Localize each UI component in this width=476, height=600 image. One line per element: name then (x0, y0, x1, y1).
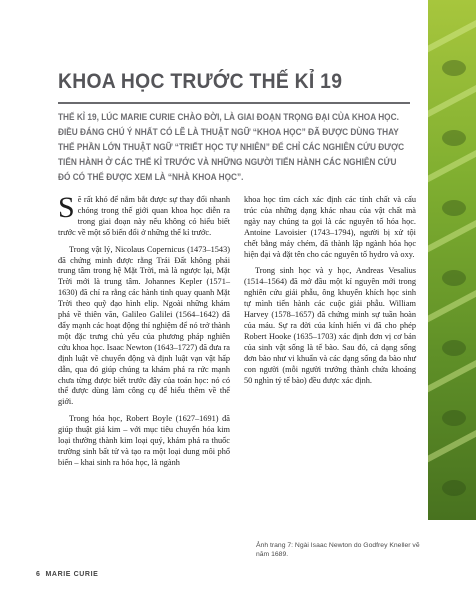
decorative-side-image (428, 0, 476, 520)
column-left (58, 191, 230, 475)
intro-paragraph: THẾ KỈ 19, LÚC MARIE CURIE CHÀO ĐỜI, LÀ GIAI ĐOẠN TRỌNG ĐẠI CỦA KHOA HỌC. ĐIỀU ĐÁNG CHÚ Ý NHẤT CÓ LẼ LÀ THUẬT NGỮ “KHOA HỌC” ĐÃ ĐƯỢC DÙNG THAY THẾ PHẦN LỚN THUẬT NGỮ “TRIẾT HỌC TỰ NHIÊN” ĐỂ CHỈ CÁC NGHIÊN CỨU ĐƯỢC TIẾN HÀNH Ở CÁC THẾ KỈ TRƯỚC VÀ NHỮNG NGƯỜI TIẾN HÀNH CÁC NGHIÊN CỨU ĐÓ CÓ THỂ ĐƯỢC XEM LÀ “NHÀ KHOA HỌC”. (58, 112, 405, 182)
paragraph (58, 191, 230, 239)
page-title: KHOA HỌC TRƯỚC THẾ KỈ 19 (58, 70, 343, 93)
image-caption: Ảnh trang 7: Ngài Isaac Newton do Godfrey Kneller vẽ năm 1689. (256, 542, 420, 558)
paragraph: Trong vật lý, Nicolaus Copernicus (1473–1543) đã chứng minh được rằng Trái Đất không phải trung tâm trong hệ Mặt Trời, mà là ngược lại, Mặt Trời mới là trung tâm. Johannes Kepler (1571–1630) đã chỉ ra rằng các hành tinh quay quanh Mặt Trời theo quỹ đạo hình elip. Ngoài những khám phá về thiên văn, Galileo Galilei (1564–1642) đã đẩy mạnh các hoạt động thí nghiệm để nó trở thành một đặc trưng chủ yếu của phương pháp nghiên cứu khoa học. Isaac Newton (1643–1727) đã đưa ra định luật về chuyển động và định luật vạn vật hấp dẫn, qua đó giúp chúng ta khám phá ra rức mạnh chưa từng được biết trước đây của toán học: nó có thể được dùng làm công cụ để hiểu thêm về thế giới. (58, 244, 230, 407)
paragraph: khoa học tìm cách xác định các tính chất và cấu trúc của những dạng khác nhau của vật chất mà ngày nay chúng ta gọi là các nguyên tố hóa học. Antoine Lavoisier (1743–1794), người bị xử tội chết bằng máy chém, đã thành lập ngành hóa học hiện đại và đặt tên cho các nguyên tố hydro và oxy. (244, 195, 416, 259)
drop-cap: S (58, 191, 75, 224)
paragraph: Trong hóa học, Robert Boyle (1627–1691) đã giúp thuật giả kim – với mục tiêu chuyển hóa kim loại thường thành kim loại quý, khám phá ra thuốc trường sinh bất tử và tạo ra một loại dung môi phổ biến – khai sinh ra hóa học, là ngành (58, 414, 230, 467)
column-right (244, 195, 416, 475)
book-title: MARIE CURIE (45, 571, 99, 578)
page-number: 6 (36, 571, 41, 578)
paragraph: Trong sinh học và y học, Andreas Vesalius (1514–1564) đã mở đầu một kỉ nguyên mới trong nghiên cứu giải phẫu, ông khuyến khích học sinh tự mình tiến hành các cuộc giải phẫu. William Harvey (1578–1657) đã chứng minh sự tuần hoàn của máu. Sự ra đời của kính hiển vi đã cho phép Robert Hooke (1635–1703) xác định đơn vị cơ bản của sinh vật sống là tế bào. Sau đó, cả dạng sống đơn bào như vi khuẩn và các dạng sống đa bào như con người (mỗi người trưởng thành chứa khoảng 50 nghìn tỷ tế bào) đều được xác định. (244, 266, 416, 385)
body-columns (58, 191, 416, 475)
chapter-header (58, 70, 410, 185)
paragraph-text: ẽ rất khó để nắm bắt được sự thay đổi nhanh chóng trong thế giới quan khoa học diễn ra trong giai đoạn này nếu không có hiểu biết trước về một số biến đổi ở những thế kỉ trước. (58, 195, 230, 237)
title-divider (58, 102, 410, 104)
page-footer (36, 571, 98, 578)
